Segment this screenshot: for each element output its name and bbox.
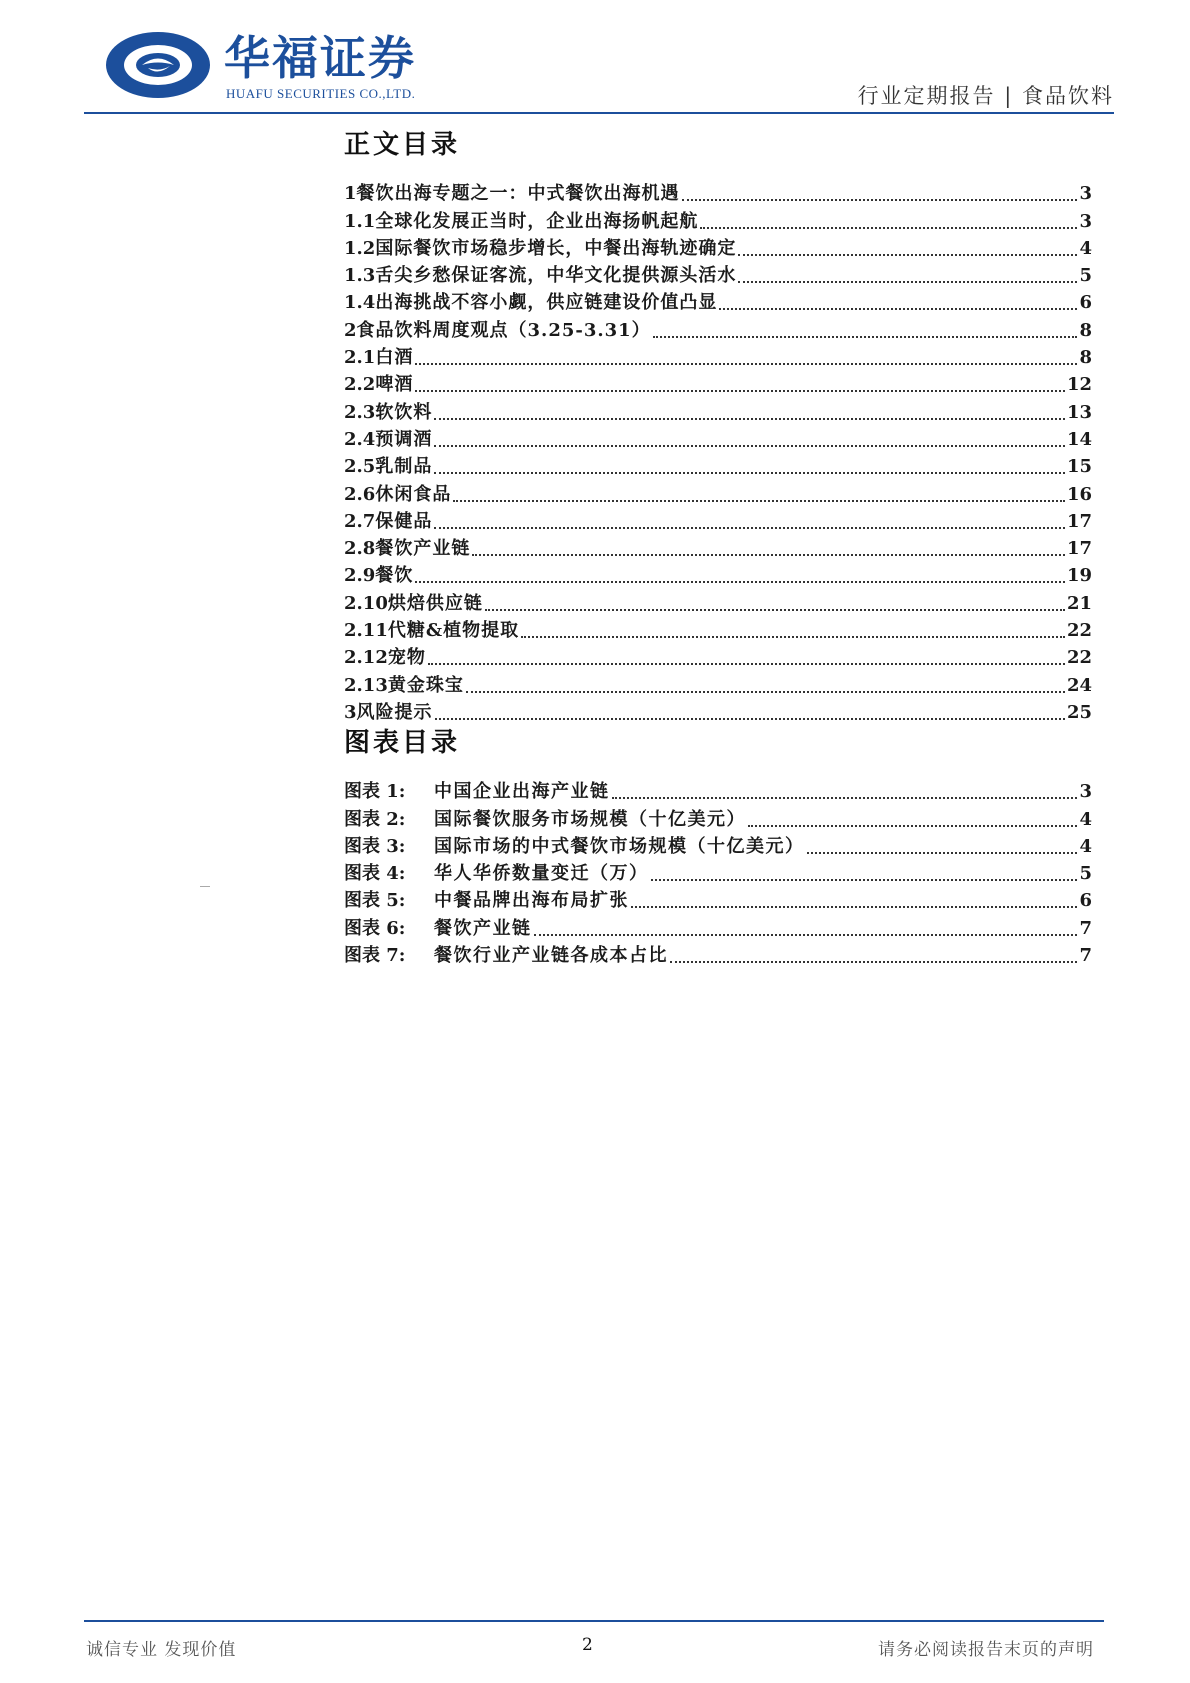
toc-entry-label: 乳制品	[375, 456, 433, 478]
toc-entry-number: 2.5	[344, 456, 376, 478]
toc-entry-leader	[453, 500, 1065, 502]
toc-entry-page: 8	[1079, 347, 1092, 369]
toc-entry-leader	[435, 718, 1065, 720]
toc-entry[interactable]	[344, 287, 1092, 314]
toc-entry-leader	[700, 227, 1077, 229]
toc-entry[interactable]	[344, 615, 1092, 642]
toc-title: 正文目录	[344, 130, 461, 160]
toc-entry-page: 13	[1066, 401, 1092, 423]
toc-entry-leader	[434, 527, 1065, 529]
figure-entry-leader	[534, 934, 1078, 936]
figure-entry-number: 图表 7:	[344, 945, 406, 967]
toc-entry-label: 软饮料	[375, 401, 433, 423]
toc-entry-label: 国际餐饮市场稳步增长，中餐出海轨迹确定	[375, 237, 737, 259]
toc-entry-leader	[472, 554, 1065, 556]
figure-entry-page: 4	[1079, 835, 1092, 857]
toc-entry-number: 1	[344, 183, 357, 205]
figure-entry[interactable]	[344, 776, 1092, 803]
toc-entry-number: 2.13	[344, 674, 388, 696]
toc-entry-label: 食品饮料周度观点（3.25-3.31）	[356, 319, 651, 341]
figure-entry-page: 6	[1079, 890, 1092, 912]
toc-entry-number: 2.8	[344, 538, 376, 560]
toc-entry-label: 白酒	[375, 347, 414, 369]
toc-entry-number: 2.10	[344, 592, 388, 614]
toc-entry-number: 2.7	[344, 510, 376, 532]
figure-entry-number: 图表 4:	[344, 863, 406, 885]
toc-entry-number: 1.2	[344, 237, 376, 259]
figure-entry-label: 中国企业出海产业链	[434, 781, 610, 803]
figure-entry-number: 图表 6:	[344, 917, 406, 939]
toc-entry-leader	[415, 390, 1065, 392]
toc-entry-page: 6	[1079, 292, 1092, 314]
figure-entry-leader	[651, 879, 1078, 881]
toc-entry-label: 宠物	[387, 647, 426, 669]
toc-entry-label: 餐饮产业链	[375, 538, 471, 560]
toc-entry[interactable]	[344, 587, 1092, 614]
figure-entry[interactable]	[344, 831, 1092, 858]
figure-entry-leader	[631, 906, 1077, 908]
toc-entry[interactable]	[344, 424, 1092, 451]
figure-entry-number: 图表 3:	[344, 835, 406, 857]
toc-entry-label: 风险提示	[356, 701, 433, 723]
toc-entry-leader	[428, 663, 1065, 665]
toc-entry-number: 2	[344, 319, 357, 341]
footer-slogan: 诚信专业 发现价值	[86, 1640, 237, 1660]
toc-entry-leader	[719, 308, 1077, 310]
toc-entry-leader	[682, 199, 1078, 201]
figure-entry[interactable]	[344, 940, 1092, 967]
header-divider	[84, 112, 1114, 114]
figure-entry-label: 餐饮行业产业链各成本占比	[434, 945, 668, 967]
report-type-label: 行业定期报告 | 食品饮料	[857, 84, 1114, 108]
toc-entry-page: 25	[1066, 701, 1092, 723]
figure-list	[344, 776, 1092, 967]
toc-entry-label: 全球化发展正当时，企业出海扬帆起航	[375, 210, 699, 232]
toc-entry[interactable]	[344, 369, 1092, 396]
toc-entry[interactable]	[344, 260, 1092, 287]
toc-entry-page: 17	[1066, 510, 1092, 532]
toc-entry-page: 14	[1066, 428, 1092, 450]
toc-entry-number: 1.3	[344, 265, 376, 287]
toc-entry[interactable]	[344, 451, 1092, 478]
toc-entry-page: 12	[1066, 374, 1092, 396]
toc-entry-number: 2.2	[344, 374, 376, 396]
figure-entry-label: 中餐品牌出海布局扩张	[434, 890, 629, 912]
figure-entry-number: 图表 2:	[344, 808, 406, 830]
toc-entry-number: 2.1	[344, 347, 376, 369]
toc-entry-leader	[434, 472, 1065, 474]
toc-entry-leader	[738, 281, 1077, 283]
company-logo	[104, 30, 524, 110]
toc-entry-label: 黄金珠宝	[387, 674, 464, 696]
figure-entry[interactable]	[344, 912, 1092, 939]
toc-entry-leader	[415, 581, 1065, 583]
toc-entry-leader	[485, 609, 1065, 611]
toc-entry-page: 24	[1066, 674, 1092, 696]
toc-entry[interactable]	[344, 642, 1092, 669]
toc-entry-page: 22	[1066, 620, 1092, 642]
toc-entry-number: 1.1	[344, 210, 376, 232]
toc-entry-label: 餐饮	[375, 565, 414, 587]
toc-entry-page: 4	[1079, 237, 1092, 259]
footer-divider	[84, 1620, 1104, 1622]
toc-entry-page: 15	[1066, 456, 1092, 478]
toc-entry-number: 3	[344, 701, 357, 723]
figure-entry-page: 3	[1079, 781, 1092, 803]
toc-entry[interactable]	[344, 669, 1092, 696]
toc-entry-label: 啤酒	[375, 374, 414, 396]
figure-entry-leader	[670, 961, 1077, 963]
toc-entry[interactable]	[344, 533, 1092, 560]
toc-entry-label: 餐饮出海专题之一：中式餐饮出海机遇	[356, 183, 680, 205]
figure-entry-leader	[807, 852, 1078, 854]
figure-entry-label: 华人华侨数量变迁（万）	[434, 863, 649, 885]
page-number: 2	[582, 1635, 593, 1655]
toc-entry-page: 17	[1066, 538, 1092, 560]
toc-list	[344, 178, 1092, 724]
toc-entry-label: 休闲食品	[375, 483, 452, 505]
toc-entry-leader	[653, 336, 1078, 338]
logo-english-name: HUAFU SECURITIES CO.,LTD.	[226, 86, 416, 101]
toc-entry[interactable]	[344, 233, 1092, 260]
toc-entry[interactable]	[344, 560, 1092, 587]
toc-entry-leader	[415, 363, 1077, 365]
figure-entry-label: 国际餐饮服务市场规模（十亿美元）	[434, 808, 746, 830]
toc-entry-leader	[521, 636, 1065, 638]
toc-entry[interactable]	[344, 205, 1092, 232]
toc-entry-leader	[738, 254, 1077, 256]
toc-entry-number: 2.9	[344, 565, 376, 587]
toc-entry-label: 保健品	[375, 510, 433, 532]
toc-entry-page: 3	[1079, 210, 1092, 232]
figure-entry-label: 国际市场的中式餐饮市场规模（十亿美元）	[434, 835, 805, 857]
toc-entry[interactable]	[344, 178, 1092, 205]
toc-entry-leader	[434, 445, 1065, 447]
toc-entry-leader	[466, 691, 1065, 693]
toc-entry-page: 21	[1066, 592, 1092, 614]
toc-entry[interactable]	[344, 478, 1092, 505]
figure-entry[interactable]	[344, 885, 1092, 912]
footer-disclaimer: 请务必阅读报告末页的声明	[878, 1640, 1094, 1660]
toc-entry[interactable]	[344, 314, 1092, 341]
figure-entry-leader	[748, 825, 1077, 827]
toc-entry-page: 8	[1079, 319, 1092, 341]
figure-list-title: 图表目录	[344, 728, 461, 758]
stray-mark	[200, 886, 210, 887]
toc-entry-number: 2.3	[344, 401, 376, 423]
figure-entry-label: 餐饮产业链	[434, 917, 532, 939]
toc-entry-number: 2.4	[344, 428, 376, 450]
toc-entry-page: 3	[1079, 183, 1092, 205]
figure-entry-page: 7	[1079, 945, 1092, 967]
toc-entry-number: 2.12	[344, 647, 388, 669]
toc-entry-leader	[434, 418, 1065, 420]
figure-entry-leader	[612, 797, 1078, 799]
toc-entry[interactable]	[344, 697, 1092, 724]
page-header	[0, 0, 1190, 120]
toc-entry-label: 预调酒	[375, 428, 433, 450]
toc-entry-label: 烘焙供应链	[387, 592, 483, 614]
figure-entry[interactable]	[344, 858, 1092, 885]
toc-entry-number: 2.11	[344, 620, 388, 642]
toc-entry[interactable]	[344, 396, 1092, 423]
figure-entry-page: 5	[1079, 863, 1092, 885]
figure-entry-number: 图表 1:	[344, 781, 406, 803]
figure-entry-number: 图表 5:	[344, 890, 406, 912]
figure-entry[interactable]	[344, 803, 1092, 830]
toc-entry[interactable]	[344, 506, 1092, 533]
toc-entry-label: 代糖&植物提取	[387, 620, 520, 642]
figure-entry-page: 4	[1079, 808, 1092, 830]
logo-chinese-name: 华福证券	[224, 31, 416, 85]
toc-entry-page: 16	[1066, 483, 1092, 505]
toc-entry-label: 出海挑战不容小觑，供应链建设价值凸显	[375, 292, 718, 314]
toc-entry-page: 19	[1066, 565, 1092, 587]
figure-entry-page: 7	[1079, 917, 1092, 939]
toc-entry-page: 22	[1066, 647, 1092, 669]
toc-entry-number: 1.4	[344, 292, 376, 314]
toc-entry-page: 5	[1079, 265, 1092, 287]
company-logo-icon	[104, 30, 212, 100]
toc-entry-number: 2.6	[344, 483, 376, 505]
toc-entry-label: 舌尖乡愁保证客流，中华文化提供源头活水	[375, 265, 737, 287]
toc-entry[interactable]	[344, 342, 1092, 369]
